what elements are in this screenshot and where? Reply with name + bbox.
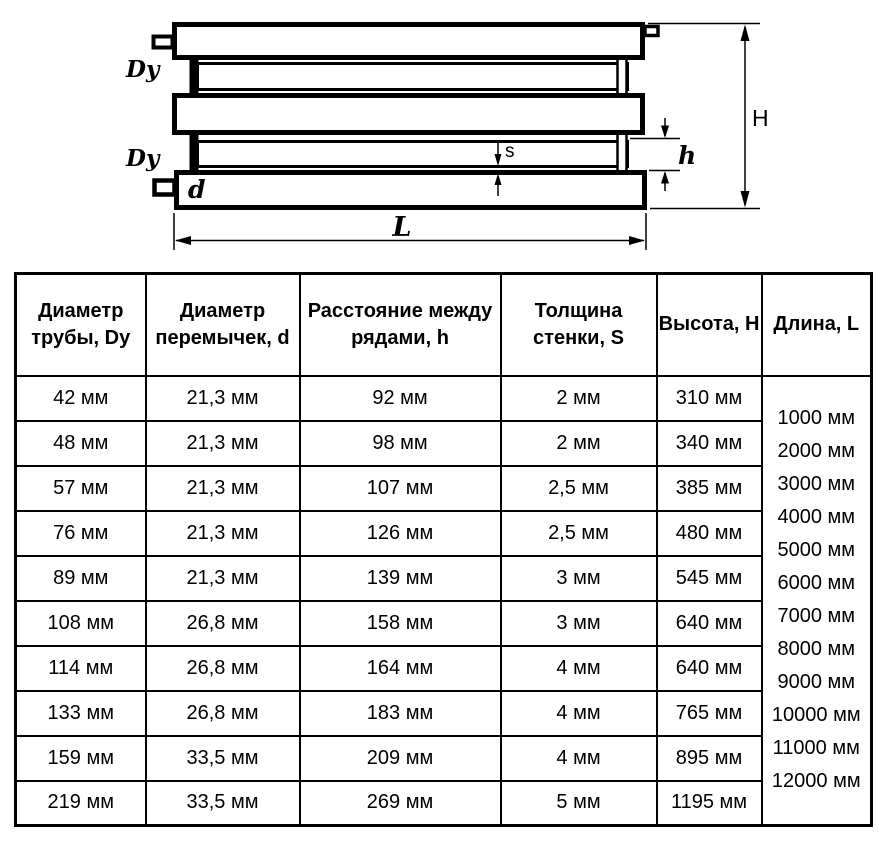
cell-d: 26,8 мм xyxy=(146,691,300,736)
cell-d: 26,8 мм xyxy=(146,601,300,646)
thin-pipe-row-1 xyxy=(198,64,628,90)
cell-dy: 108 мм xyxy=(16,601,146,646)
cell-h: 107 мм xyxy=(300,466,501,511)
cell-s: 2 мм xyxy=(501,376,657,421)
nipple-bottom-left xyxy=(155,181,175,195)
label-dy-top: Dy xyxy=(126,56,160,83)
cell-height: 640 мм xyxy=(657,601,762,646)
table-row xyxy=(16,646,872,691)
header-line: перемычек, d xyxy=(155,326,290,349)
cell-d: 21,3 мм xyxy=(146,556,300,601)
length-option: 2000 мм xyxy=(777,440,856,463)
col-header-row-spacing-h xyxy=(300,274,501,376)
cell-d: 21,3 мм xyxy=(146,421,300,466)
header-line: Длина, L xyxy=(773,313,860,336)
cell-d: 33,5 мм xyxy=(146,736,300,781)
label-d: d xyxy=(188,175,206,204)
cell-h: 126 мм xyxy=(300,511,501,556)
col-header-wall-s xyxy=(501,274,657,376)
thin-pipe-row-2 xyxy=(198,142,628,167)
diagram-svg xyxy=(0,0,884,264)
length-option: 3000 мм xyxy=(777,473,856,496)
nipple-top-left xyxy=(154,37,173,48)
cell-h: 92 мм xyxy=(300,376,501,421)
cell-h: 164 мм xyxy=(300,646,501,691)
cell-d: 21,3 мм xyxy=(146,376,300,421)
table-row xyxy=(16,421,872,466)
length-option: 10000 мм xyxy=(771,704,861,727)
main-pipe-middle xyxy=(175,96,643,133)
main-pipe-top xyxy=(175,25,643,58)
table-row xyxy=(16,466,872,511)
cell-s: 4 мм xyxy=(501,736,657,781)
header-line: Диаметр xyxy=(179,299,266,322)
length-arrow-left-icon xyxy=(175,236,191,245)
length-option: 5000 мм xyxy=(777,539,856,562)
label-H: H xyxy=(752,105,769,131)
cell-height: 340 мм xyxy=(657,421,762,466)
table-row xyxy=(16,691,872,736)
header-line: Толщина xyxy=(534,299,623,322)
cell-h: 183 мм xyxy=(300,691,501,736)
height-arrow-up-icon xyxy=(741,25,750,42)
header-line: Высота, H xyxy=(658,313,760,336)
table-row xyxy=(16,781,872,826)
cell-dy: 48 мм xyxy=(16,421,146,466)
header-line: стенки, S xyxy=(533,326,624,349)
label-h: h xyxy=(678,141,697,170)
length-arrow-right-icon xyxy=(629,236,645,245)
cell-h: 139 мм xyxy=(300,556,501,601)
cell-length-merged xyxy=(762,376,872,826)
cell-height: 480 мм xyxy=(657,511,762,556)
col-header-diameter-dy xyxy=(16,274,146,376)
length-option: 8000 мм xyxy=(777,638,856,661)
cell-s: 2 мм xyxy=(501,421,657,466)
height-arrow-down-icon xyxy=(741,191,750,208)
table-row xyxy=(16,511,872,556)
cell-height: 385 мм xyxy=(657,466,762,511)
table-row xyxy=(16,556,872,601)
cell-h: 158 мм xyxy=(300,601,501,646)
header-line: Диаметр xyxy=(38,299,124,322)
table-row xyxy=(16,376,872,421)
length-option: 4000 мм xyxy=(777,506,856,529)
cell-h: 209 мм xyxy=(300,736,501,781)
col-header-jumper-d xyxy=(146,274,300,376)
cell-d: 21,3 мм xyxy=(146,466,300,511)
length-options xyxy=(763,402,871,798)
cell-dy: 219 мм xyxy=(16,781,146,826)
length-option: 1000 мм xyxy=(777,407,856,430)
cell-d: 26,8 мм xyxy=(146,646,300,691)
header-line: рядами, h xyxy=(351,326,449,349)
cell-s: 4 мм xyxy=(501,691,657,736)
right-jumper-2 xyxy=(618,133,627,172)
label-s: s xyxy=(505,141,515,162)
header-line: трубы, Dy xyxy=(31,326,131,349)
cell-s: 5 мм xyxy=(501,781,657,826)
label-dy-bottom: Dy xyxy=(126,145,160,172)
length-option: 12000 мм xyxy=(771,770,861,793)
cell-s: 3 мм xyxy=(501,556,657,601)
cell-dy: 57 мм xyxy=(16,466,146,511)
nipple-top-right xyxy=(645,27,658,36)
cell-height: 1195 мм xyxy=(657,781,762,826)
cell-d: 33,5 мм xyxy=(146,781,300,826)
cell-height: 310 мм xyxy=(657,376,762,421)
cell-s: 3 мм xyxy=(501,601,657,646)
main-pipe-bottom xyxy=(177,173,645,208)
length-option: 7000 мм xyxy=(777,605,856,628)
header-row xyxy=(16,274,872,376)
cell-dy: 114 мм xyxy=(16,646,146,691)
row-arrow-up-icon xyxy=(661,171,669,184)
col-header-height xyxy=(657,274,762,376)
left-jumper-1 xyxy=(190,57,199,95)
cell-dy: 89 мм xyxy=(16,556,146,601)
cell-h: 269 мм xyxy=(300,781,501,826)
length-option: 9000 мм xyxy=(777,671,856,694)
row-arrow-down-icon xyxy=(661,126,669,139)
cell-s: 2,5 мм xyxy=(501,511,657,556)
length-option: 6000 мм xyxy=(777,572,856,595)
table-row xyxy=(16,736,872,781)
cell-d: 21,3 мм xyxy=(146,511,300,556)
cell-s: 4 мм xyxy=(501,646,657,691)
cell-dy: 42 мм xyxy=(16,376,146,421)
header-line: Расстояние между xyxy=(307,299,493,322)
register-pipe-diagram xyxy=(0,0,884,264)
table-row xyxy=(16,601,872,646)
cell-s: 2,5 мм xyxy=(501,466,657,511)
length-option: 11000 мм xyxy=(772,737,860,760)
cell-dy: 76 мм xyxy=(16,511,146,556)
label-L: L xyxy=(392,212,412,243)
cell-height: 895 мм xyxy=(657,736,762,781)
cell-height: 640 мм xyxy=(657,646,762,691)
cell-dy: 159 мм xyxy=(16,736,146,781)
cell-height: 545 мм xyxy=(657,556,762,601)
pipe-register-spec-table xyxy=(14,272,873,827)
cell-dy: 133 мм xyxy=(16,691,146,736)
left-jumper-2 xyxy=(190,133,199,172)
col-header-length xyxy=(762,274,872,376)
cell-height: 765 мм xyxy=(657,691,762,736)
cell-h: 98 мм xyxy=(300,421,501,466)
right-jumper-1 xyxy=(618,57,627,95)
